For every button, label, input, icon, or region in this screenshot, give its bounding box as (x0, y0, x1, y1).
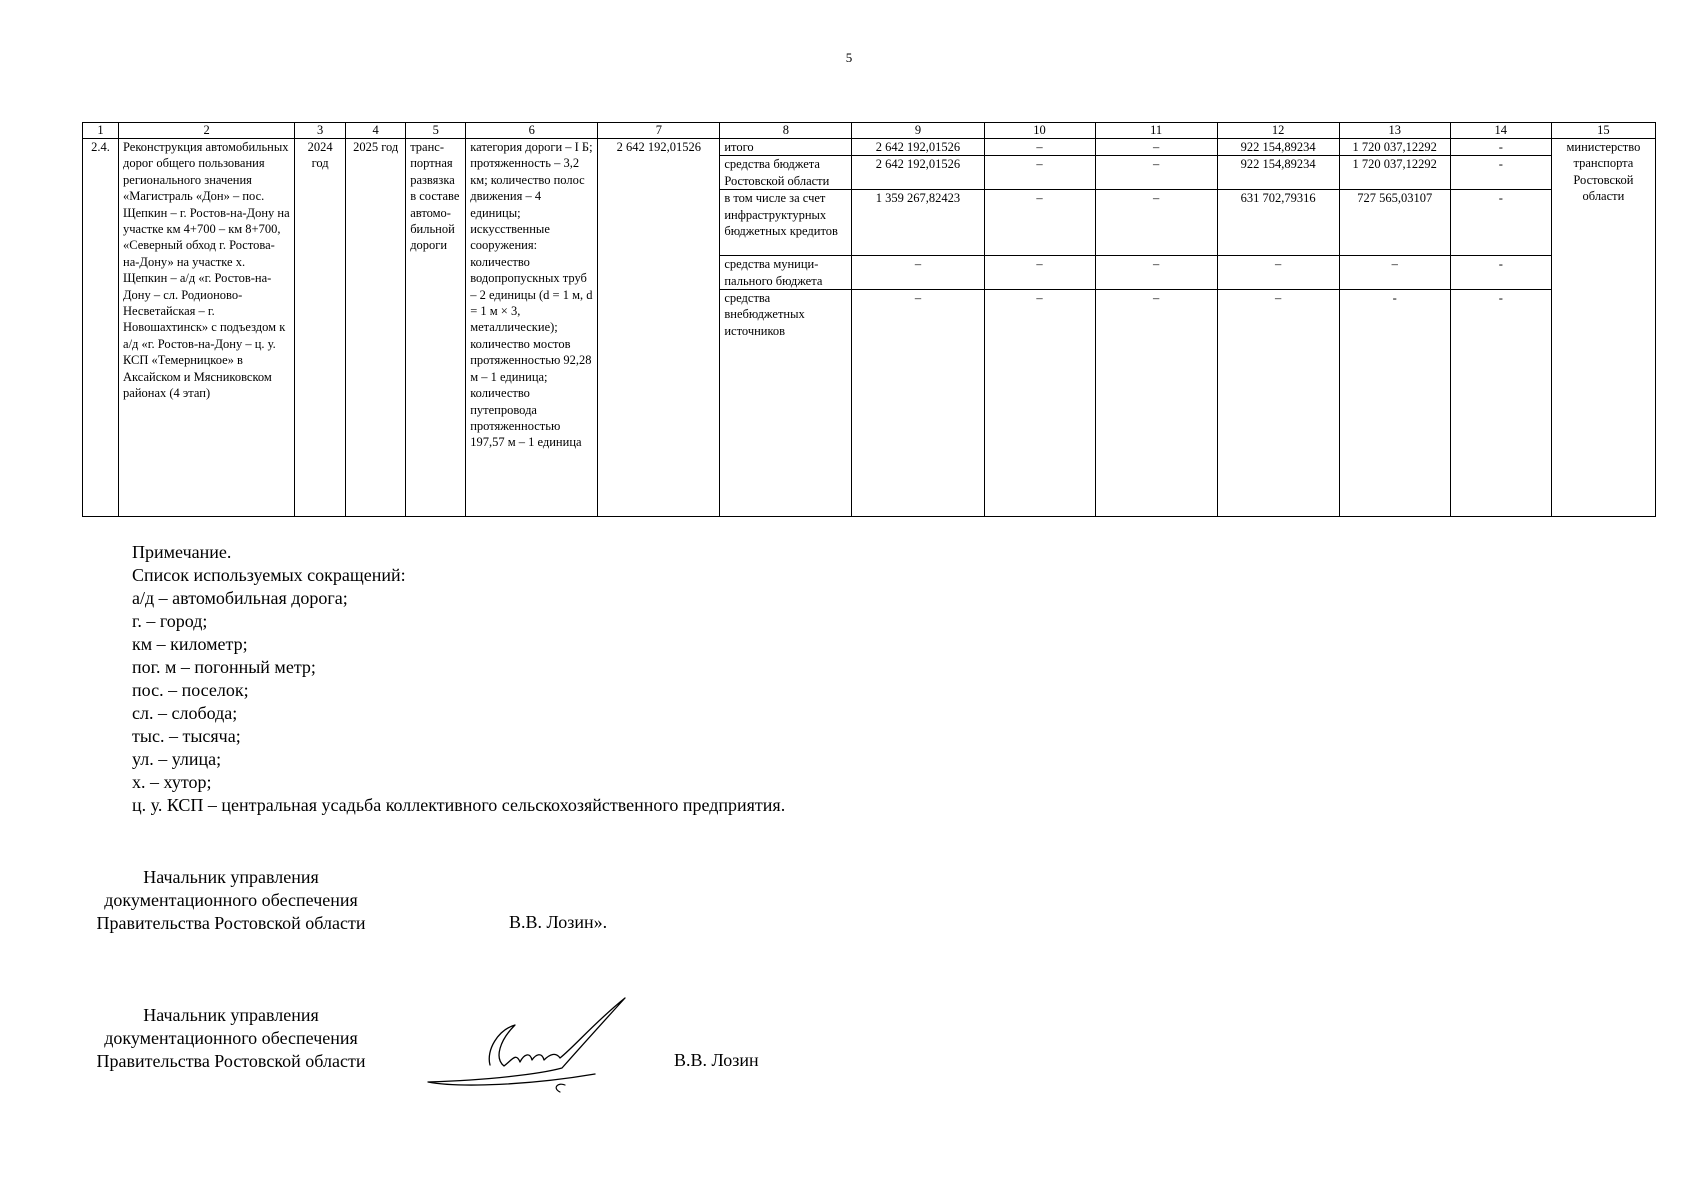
row-number: 2.4. (83, 139, 119, 517)
amount-cell: – (852, 256, 984, 290)
abbreviation-item: пос. – поселок; (132, 680, 249, 700)
source-label: средства внебюджетных источников (720, 290, 852, 517)
header-cell: 12 (1217, 123, 1339, 139)
amount-cell: - (1450, 156, 1551, 190)
note-title: Примечание. (132, 542, 232, 562)
note-subtitle: Список используемых сокращений: (132, 565, 406, 585)
amount-cell: 2 642 192,01526 (852, 156, 984, 190)
header-cell: 2 (119, 123, 295, 139)
header-cell: 14 (1450, 123, 1551, 139)
signatory-title-1: Начальник управления документационного обеспечения Правительства Ростовской области (96, 867, 366, 933)
amount-cell: 631 702,79316 (1217, 190, 1339, 256)
amount-cell: 922 154,89234 (1217, 139, 1339, 156)
amount-cell: – (984, 139, 1095, 156)
header-cell: 5 (406, 123, 466, 139)
amount-cell: – (1339, 256, 1450, 290)
abbreviation-item: ц. у. КСП – центральная усадьба коллективного сельскохозяйственного предприятия. (132, 795, 786, 815)
amount-cell: 2 642 192,01526 (852, 139, 984, 156)
header-cell: 15 (1551, 123, 1655, 139)
amount-cell: - (1450, 290, 1551, 517)
start-year: 2024 год (295, 139, 346, 517)
amount-cell: – (1217, 290, 1339, 517)
handwritten-signature (420, 990, 660, 1095)
amount-cell: – (1095, 156, 1217, 190)
header-cell: 4 (346, 123, 406, 139)
header-cell: 6 (466, 123, 598, 139)
note-block (132, 541, 785, 817)
header-cell: 9 (852, 123, 984, 139)
abbreviation-item: км – километр; (132, 634, 248, 654)
amount-cell: – (984, 290, 1095, 517)
signatory-name-1: В.В. Лозин». (509, 912, 608, 932)
header-cell: 8 (720, 123, 852, 139)
abbreviation-item: ул. – улица; (132, 749, 222, 769)
estimated-cost: 2 642 192,01526 (598, 139, 720, 517)
object-parameters: категория дороги – I Б; протяженность – 3,2 км; количество полос движения – 4 единицы; искусственные сооружения: количество водопропускных труб – 2 единицы (d = 1 м, d = 1 м × 3, металлические); количество мостов протяженностью 92,28 м – 1 единица; количество путепровода протяженностью 197,57 м – 1 единица (466, 139, 598, 517)
source-label: средства муници-пального бюджета (720, 256, 852, 290)
amount-cell: – (984, 256, 1095, 290)
amount-cell: - (1450, 256, 1551, 290)
signatory-title-2: Начальник управления документационного обеспечения Правительства Ростовской области (96, 1005, 366, 1071)
header-cell: 3 (295, 123, 346, 139)
source-label: средства бюджета Ростовской области (720, 156, 852, 190)
page-number: 5 (845, 50, 853, 65)
amount-cell: – (1217, 256, 1339, 290)
amount-cell: 922 154,89234 (1217, 156, 1339, 190)
source-label: в том числе за счет инфраструктурных бюджетных кредитов (720, 190, 852, 256)
abbreviation-item: х. – хутор; (132, 772, 212, 792)
header-cell: 10 (984, 123, 1095, 139)
header-cell: 13 (1339, 123, 1450, 139)
abbreviation-item: сл. – слобода; (132, 703, 238, 723)
amount-cell: – (1095, 139, 1217, 156)
signatory-name-2: В.В. Лозин (674, 1050, 759, 1070)
amount-cell: – (1095, 290, 1217, 517)
program-table (82, 122, 1656, 517)
amount-cell: - (1339, 290, 1450, 517)
object-type: транс-портная развязка в составе автомо-бильной дороги (406, 139, 466, 517)
abbreviation-item: тыс. – тысяча; (132, 726, 241, 746)
header-cell: 11 (1095, 123, 1217, 139)
object-name: Реконструкция автомобильных дорог общего пользования регионального значения «Магистраль «Дон» – пос. Щепкин – г. Ростов-на-Дону на участке км 4+700 – км 8+700, «Северный обход г. Ростова-на-Дону» на участке х. Щепкин – а/д «г. Ростов-на-Дону – сл. Родионово-Несветайская – г. Новошахтинск» с подъездом к а/д «г. Ростов-на-Дону – ц. у. КСП «Темерницкое» в Аксайском и Мясниковском районах (4 этап) (119, 139, 295, 517)
amount-cell: 1 359 267,82423 (852, 190, 984, 256)
responsible-body: министерство транспорта Ростовской области (1551, 139, 1655, 517)
abbreviation-item: а/д – автомобильная дорога; (132, 588, 348, 608)
amount-cell: 1 720 037,12292 (1339, 156, 1450, 190)
end-year: 2025 год (346, 139, 406, 517)
amount-cell: 727 565,03107 (1339, 190, 1450, 256)
header-row (83, 123, 1656, 139)
abbreviation-item: пог. м – погонный метр; (132, 657, 316, 677)
header-cell: 7 (598, 123, 720, 139)
amount-cell: - (1450, 139, 1551, 156)
amount-cell: – (984, 190, 1095, 256)
amount-cell: - (1450, 190, 1551, 256)
abbreviation-item: г. – город; (132, 611, 208, 631)
amount-cell: – (1095, 190, 1217, 256)
amount-cell: – (852, 290, 984, 517)
amount-cell: – (1095, 256, 1217, 290)
source-label: итого (720, 139, 852, 156)
header-cell: 1 (83, 123, 119, 139)
amount-cell: 1 720 037,12292 (1339, 139, 1450, 156)
amount-cell: – (984, 156, 1095, 190)
table-row (83, 139, 1656, 156)
